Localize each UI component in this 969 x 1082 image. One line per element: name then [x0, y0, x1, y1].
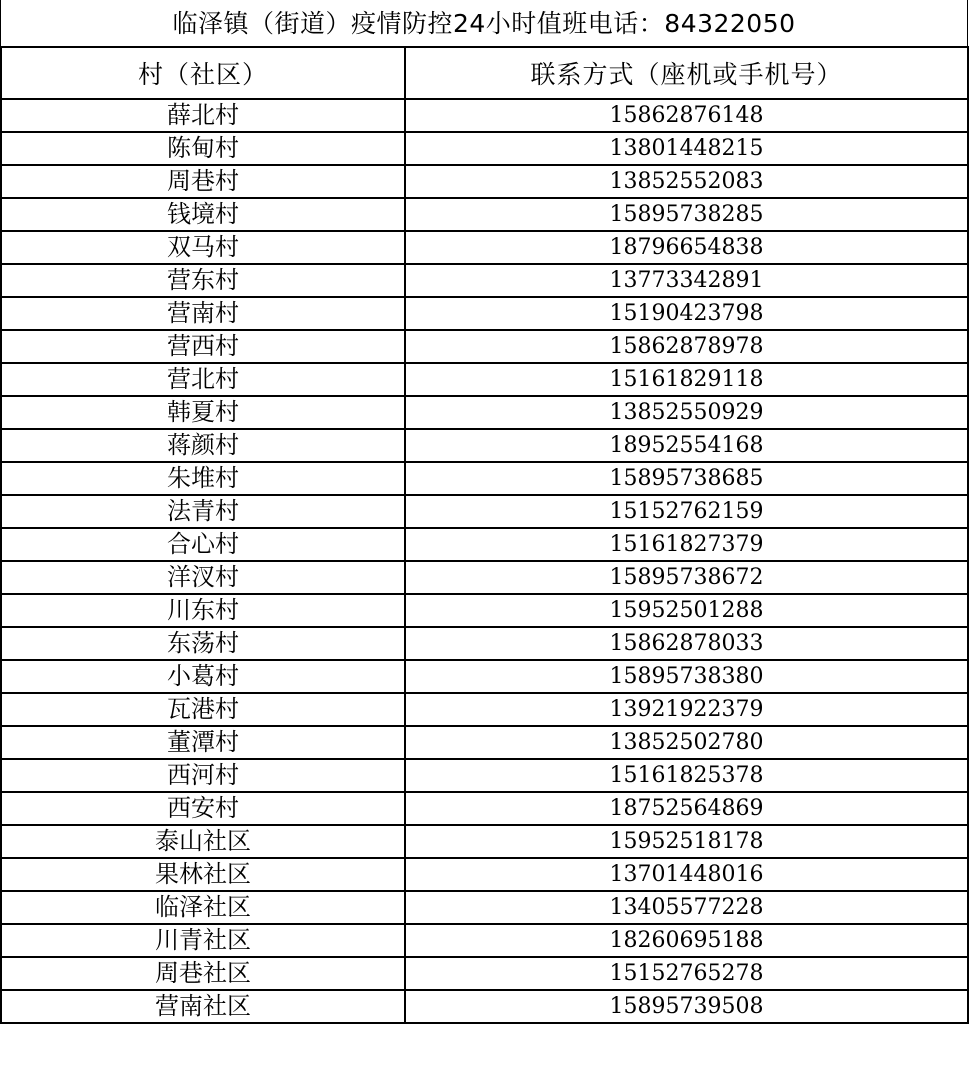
table-row: [1, 132, 968, 165]
table-row: [1, 726, 968, 759]
village-name-cell: 川青社区: [1, 924, 405, 957]
village-name-cell: 临泽社区: [1, 891, 405, 924]
village-name-cell: 蒋颜村: [1, 429, 405, 462]
column-header-village: 村（社区）: [1, 47, 405, 99]
phone-number-cell: 15862876148: [405, 99, 968, 132]
village-name-cell: 小葛村: [1, 660, 405, 693]
phone-number-cell: 15952501288: [405, 594, 968, 627]
table-body: [1, 99, 968, 1023]
phone-number-cell: 13701448016: [405, 858, 968, 891]
phone-number-cell: 18260695188: [405, 924, 968, 957]
table-row: [1, 627, 968, 660]
table-row: [1, 297, 968, 330]
header-row: [1, 47, 968, 99]
phone-number-cell: 15952518178: [405, 825, 968, 858]
phone-number-cell: 13921922379: [405, 693, 968, 726]
table-row: [1, 759, 968, 792]
sheet-title: 临泽镇（街道）疫情防控24小时值班电话：84322050: [0, 0, 968, 46]
phone-number-cell: 13801448215: [405, 132, 968, 165]
village-name-cell: 营北村: [1, 363, 405, 396]
table-row: [1, 990, 968, 1023]
phone-number-cell: 15161827379: [405, 528, 968, 561]
phone-number-cell: 15862878978: [405, 330, 968, 363]
table-row: [1, 330, 968, 363]
table-row: [1, 264, 968, 297]
table-row: [1, 792, 968, 825]
table-row: [1, 495, 968, 528]
table-row: [1, 594, 968, 627]
village-name-cell: 泰山社区: [1, 825, 405, 858]
table-row: [1, 891, 968, 924]
table-row: [1, 429, 968, 462]
village-name-cell: 韩夏村: [1, 396, 405, 429]
table-row: [1, 693, 968, 726]
table-row: [1, 99, 968, 132]
table-row: [1, 858, 968, 891]
village-name-cell: 果林社区: [1, 858, 405, 891]
phone-number-cell: 18752564869: [405, 792, 968, 825]
phone-number-cell: 15161825378: [405, 759, 968, 792]
table-row: [1, 231, 968, 264]
phone-number-cell: 15895738672: [405, 561, 968, 594]
village-name-cell: 营东村: [1, 264, 405, 297]
phone-number-cell: 13852552083: [405, 165, 968, 198]
phone-number-cell: 15161829118: [405, 363, 968, 396]
table-row: [1, 660, 968, 693]
phone-number-cell: 13852550929: [405, 396, 968, 429]
village-name-cell: 钱境村: [1, 198, 405, 231]
village-name-cell: 薛北村: [1, 99, 405, 132]
phone-number-cell: 15152762159: [405, 495, 968, 528]
phone-number-cell: 15895739508: [405, 990, 968, 1023]
table-row: [1, 363, 968, 396]
table-row: [1, 825, 968, 858]
table-row: [1, 957, 968, 990]
contact-table: [0, 46, 969, 1024]
village-name-cell: 营南村: [1, 297, 405, 330]
phone-number-cell: 15895738380: [405, 660, 968, 693]
village-name-cell: 东荡村: [1, 627, 405, 660]
phone-number-cell: 13405577228: [405, 891, 968, 924]
table-row: [1, 165, 968, 198]
village-name-cell: 营西村: [1, 330, 405, 363]
village-name-cell: 营南社区: [1, 990, 405, 1023]
table-row: [1, 528, 968, 561]
phone-number-cell: 18796654838: [405, 231, 968, 264]
phone-number-cell: 15862878033: [405, 627, 968, 660]
village-name-cell: 朱堆村: [1, 462, 405, 495]
phone-number-cell: 18952554168: [405, 429, 968, 462]
village-name-cell: 川东村: [1, 594, 405, 627]
table-row: [1, 462, 968, 495]
table-row: [1, 924, 968, 957]
phone-number-cell: 15895738685: [405, 462, 968, 495]
phone-number-cell: 13773342891: [405, 264, 968, 297]
village-name-cell: 陈甸村: [1, 132, 405, 165]
table-row: [1, 396, 968, 429]
phone-number-cell: 15190423798: [405, 297, 968, 330]
village-name-cell: 法青村: [1, 495, 405, 528]
phone-number-cell: 15895738285: [405, 198, 968, 231]
village-name-cell: 董潭村: [1, 726, 405, 759]
village-name-cell: 西安村: [1, 792, 405, 825]
village-name-cell: 洋汊村: [1, 561, 405, 594]
village-name-cell: 合心村: [1, 528, 405, 561]
table-row: [1, 198, 968, 231]
village-name-cell: 瓦港村: [1, 693, 405, 726]
phone-number-cell: 13852502780: [405, 726, 968, 759]
village-name-cell: 周巷村: [1, 165, 405, 198]
phone-number-cell: 15152765278: [405, 957, 968, 990]
column-header-phone: 联系方式（座机或手机号）: [405, 47, 968, 99]
village-name-cell: 周巷社区: [1, 957, 405, 990]
table-row: [1, 561, 968, 594]
village-name-cell: 西河村: [1, 759, 405, 792]
village-name-cell: 双马村: [1, 231, 405, 264]
